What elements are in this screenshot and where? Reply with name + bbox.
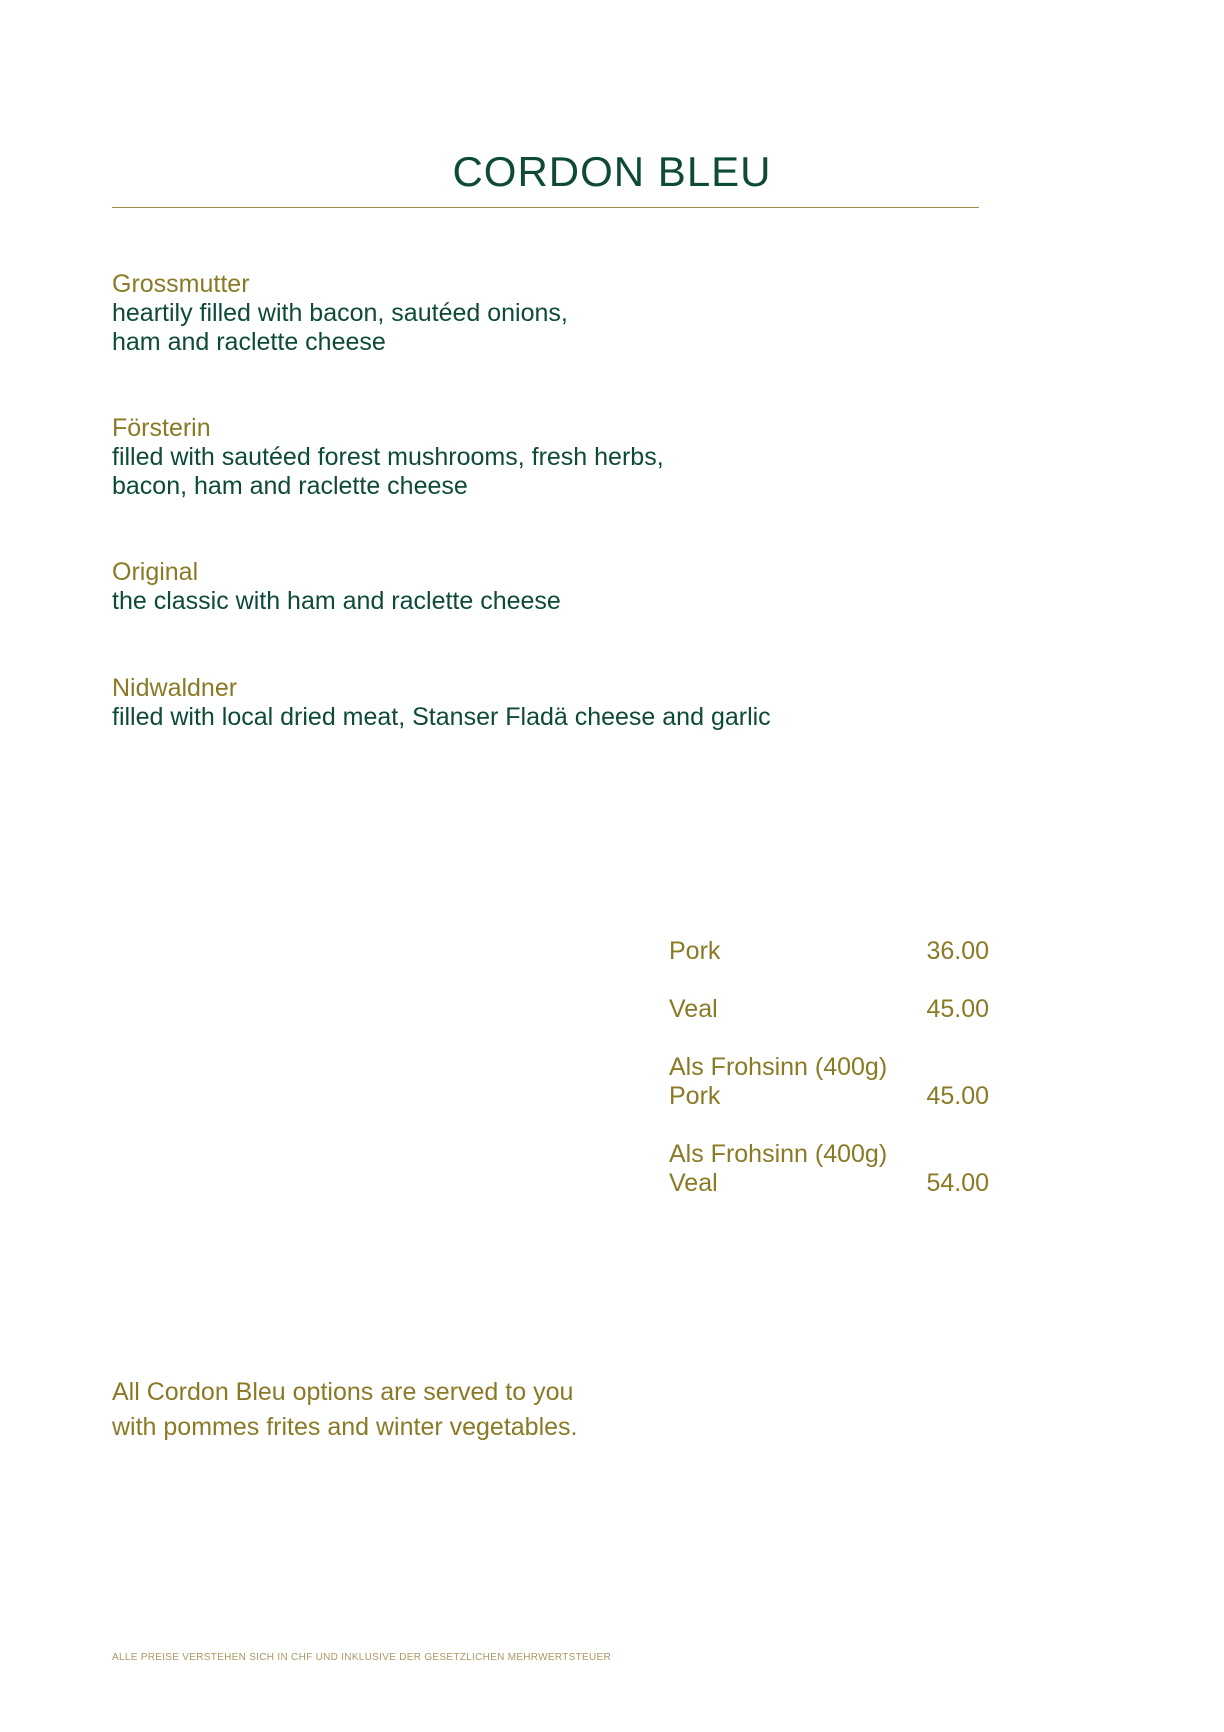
price-disclaimer: ALLE PREISE VERSTEHEN SICH IN CHF UND INKLUSIVE DER GESETZLICHEN MEHRWERTSTEUER — [112, 1652, 611, 1663]
price-label-line: Veal — [669, 995, 718, 1023]
dish-description-line: ham and raclette cheese — [112, 328, 386, 356]
price-list — [669, 937, 989, 1227]
dish-foersterin — [112, 414, 664, 501]
price-row — [669, 1053, 989, 1111]
price-row — [669, 1140, 989, 1198]
dish-description — [112, 443, 664, 501]
dish-description-line: heartily filled with bacon, sautéed onions, — [112, 299, 568, 327]
note-line: All Cordon Bleu options are served to you — [112, 1378, 574, 1406]
dish-original — [112, 558, 561, 616]
dish-description-line: bacon, ham and raclette cheese — [112, 472, 468, 500]
dish-name: Försterin — [112, 414, 211, 442]
price-amount: 45.00 — [926, 1082, 989, 1110]
price-label-line: Veal — [669, 1169, 718, 1197]
side-dish-note — [112, 1375, 578, 1445]
dish-description — [112, 703, 771, 732]
dish-name: Nidwaldner — [112, 674, 238, 702]
page-title: CORDON BLEU — [452, 148, 772, 195]
price-label-line: Pork — [669, 1082, 721, 1110]
dish-name: Grossmutter — [112, 270, 250, 298]
title-divider — [112, 207, 979, 208]
dish-description — [112, 299, 568, 357]
price-amount: 54.00 — [926, 1169, 989, 1197]
dish-description-line: the classic with ham and raclette cheese — [112, 587, 561, 615]
dish-grossmutter — [112, 270, 568, 357]
price-amount: 45.00 — [926, 995, 989, 1023]
dish-name: Original — [112, 558, 199, 586]
price-row — [669, 937, 989, 966]
note-line: with pommes frites and winter vegetables. — [112, 1413, 578, 1441]
dish-description — [112, 587, 561, 616]
price-amount: 36.00 — [926, 937, 989, 965]
price-row — [669, 995, 989, 1024]
price-label-line: Als Frohsinn (400g) — [669, 1053, 888, 1081]
dish-nidwaldner — [112, 674, 771, 732]
price-label-line: Als Frohsinn (400g) — [669, 1140, 888, 1168]
dish-description-line: filled with sautéed forest mushrooms, fresh herbs, — [112, 443, 664, 471]
dish-description-line: filled with local dried meat, Stanser Fladä cheese and garlic — [112, 703, 771, 731]
price-label-line: Pork — [669, 937, 721, 965]
